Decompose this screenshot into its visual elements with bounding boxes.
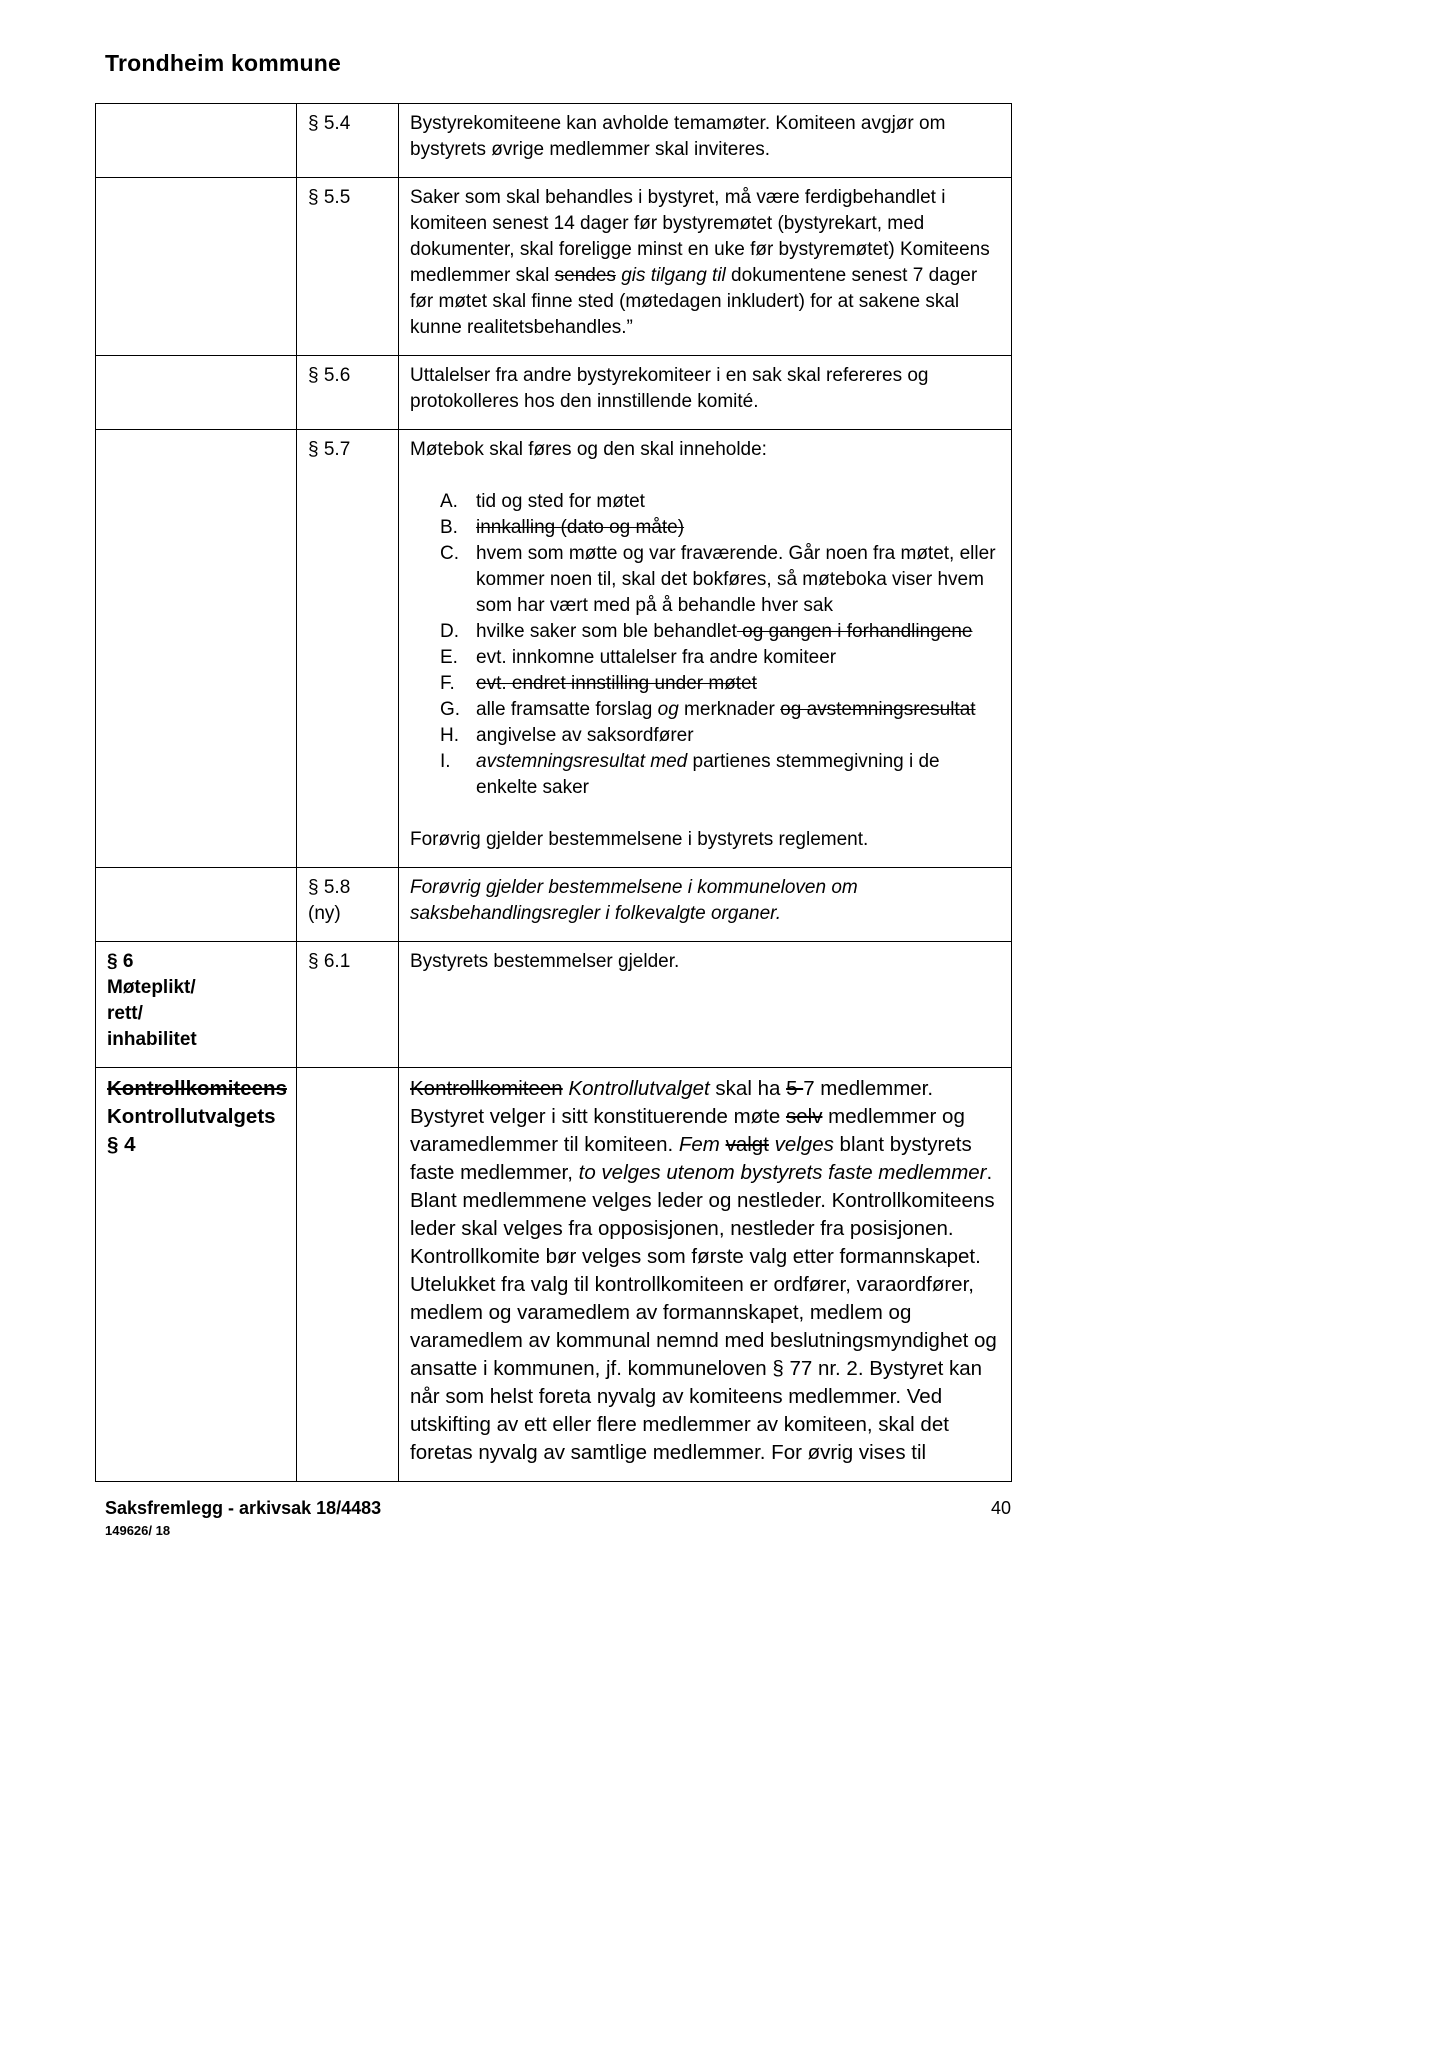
- rule-row: [96, 178, 1012, 356]
- paragraph: [410, 185, 997, 341]
- text-run: skal ha: [709, 1077, 787, 1100]
- list-item: [410, 515, 997, 541]
- paragraph-ref-cell: § 5.8 (ny): [297, 868, 399, 942]
- text-run: § 6: [107, 951, 134, 972]
- text-run: Uttalelser fra andre bystyrekomiteer i en sak skal refereres og protokolleres hos den innstillende komité.: [410, 365, 929, 412]
- text-run: Forøvrig gjelder bestemmelsene i bystyrets reglement.: [410, 829, 869, 850]
- text-run: og: [657, 699, 679, 720]
- section-line: [107, 1027, 282, 1053]
- section-cell: [96, 356, 297, 430]
- paragraph: [410, 1075, 997, 1467]
- rules-table-body: [96, 104, 1012, 1482]
- list-marker: G.: [440, 699, 461, 720]
- text-run: merknader: [678, 699, 781, 720]
- section-cell: [96, 942, 297, 1068]
- content-cell: [399, 356, 1012, 430]
- text-run: hvem som møtte og var fraværende. Går noen fra møtet, eller kommer noen til, skal det bokføres, så møteboka viser hvem som har vært med på å behandle hver sak: [476, 543, 996, 616]
- text-run: Kontrollkomiteen: [410, 1077, 563, 1100]
- text-run: partienes stemmegivning i de enkelte saker: [476, 751, 940, 798]
- text-run: Kontrollkomiteens: [107, 1077, 287, 1100]
- text-run: Bystyrets bestemmelser gjelder.: [410, 951, 680, 972]
- text-run: 7 medlemmer. Bystyret velger i sitt konstituerende møte: [410, 1077, 934, 1128]
- section-cell: [96, 104, 297, 178]
- text-run: . Blant medlemmene velges leder og nestleder. Kontrollkomiteens leder skal velges fra opposisjonen, nestleder fra posisjonen. Kontrollkomite bør velges som første valg etter formannskapet. Utelukket fra valg til kontrollkomiteen er ordfører, varaordfører, medlem og varamedlem av formannskapet, medlem og varamedlem av kommunal nemnd med beslutningsmyndighet og ansatte i kommunen, jf. kommuneloven § 77 nr. 2. Bystyret kan når som helst foreta nyvalg av komiteens medlemmer. Ved utskifting av ett eller flere medlemmer av komiteen, skal det foretas nyvalg av samtlige medlemmer. For øvrig vises til: [410, 1161, 997, 1464]
- footer-page-number: 40: [990, 1498, 1011, 1518]
- section-cell: [96, 1068, 297, 1482]
- list-text: [476, 541, 997, 619]
- text-run: alle framsatte forslag: [476, 699, 658, 720]
- text-run: velges: [774, 1133, 834, 1156]
- list-item: [410, 723, 997, 749]
- section-cell: [96, 430, 297, 868]
- text-run: § 4: [107, 1133, 136, 1156]
- content-cell: [399, 430, 1012, 868]
- list-item: [410, 489, 997, 515]
- list-marker: F.: [440, 673, 455, 694]
- list-text: [476, 489, 997, 515]
- paragraph: [410, 437, 997, 463]
- text-run: evt. endret innstilling under møtet: [476, 673, 757, 694]
- rule-row: [96, 430, 1012, 868]
- text-run: Kontrollutvalget: [568, 1077, 710, 1100]
- list-marker: D.: [440, 621, 459, 642]
- rule-row: [96, 868, 1012, 942]
- list-marker: B.: [440, 517, 458, 538]
- section-line: [107, 1131, 282, 1159]
- rule-row: [96, 356, 1012, 430]
- text-run: to velges utenom bystyrets faste medlemmer: [578, 1161, 987, 1184]
- list-item: [410, 749, 997, 801]
- content-cell: [399, 868, 1012, 942]
- section-line: [107, 1075, 287, 1103]
- list-marker: E.: [440, 647, 458, 668]
- section-line: [107, 975, 282, 1001]
- text-run: og gangen i forhandlingene: [736, 621, 973, 642]
- list-marker: A.: [440, 491, 458, 512]
- text-run: inhabilitet: [107, 1029, 197, 1050]
- list-text: [476, 619, 997, 645]
- page-footer: [105, 1498, 1011, 1538]
- text-run: hvilke saker som ble behandlet: [476, 621, 737, 642]
- text-run: Forøvrig gjelder bestemmelsene i kommuneloven om saksbehandlingsregler i folkevalgte organer.: [410, 877, 858, 924]
- rule-row: [96, 1068, 1012, 1482]
- list-text: [476, 697, 997, 723]
- text-run: medlemmer og varamedlemmer til komiteen.: [410, 1105, 965, 1156]
- text-run: gis tilgang til: [621, 265, 726, 286]
- list-text: [476, 515, 997, 541]
- list-item: [410, 671, 997, 697]
- rule-row: [96, 942, 1012, 1068]
- list-text: [476, 671, 997, 697]
- content-cell: [399, 178, 1012, 356]
- text-run: Saker som skal behandles i bystyret, må være ferdigbehandlet i komiteen senest 14 dager før bystyremøtet (bystyrekart, med dokumenter, skal foreligge minst en uke før bystyremøtet) Komiteens medlemmer skal: [410, 187, 990, 286]
- paragraph-ref-cell: [297, 1068, 399, 1482]
- text-run: angivelse av saksordfører: [476, 725, 694, 746]
- list-marker: H.: [440, 725, 459, 746]
- footer-row: [105, 1498, 1011, 1538]
- text-run: Møtebok skal føres og den skal inneholde:: [410, 439, 767, 460]
- text-run: Bystyrekomiteene kan avholde temamøter. Komiteen avgjør om bystyrets øvrige medlemmer skal inviteres.: [410, 113, 946, 160]
- text-run: dokumentene senest 7 dager før møtet skal finne sted (møtedagen inkludert) for at sakene skal kunne realitetsbehandles.”: [410, 265, 978, 338]
- list-item: [410, 541, 997, 619]
- list-marker: C.: [440, 543, 459, 564]
- list-text: [476, 749, 997, 801]
- list-item: [410, 619, 997, 645]
- paragraph: [410, 949, 997, 975]
- text-run: Fem: [678, 1133, 720, 1156]
- paragraph-ref-cell: § 5.4: [297, 104, 399, 178]
- list-item: [410, 697, 997, 723]
- section-cell: [96, 868, 297, 942]
- content-cell: [399, 104, 1012, 178]
- section-line: [107, 949, 282, 975]
- paragraph-ref-cell: § 5.6: [297, 356, 399, 430]
- rule-row: [96, 104, 1012, 178]
- content-cell: [399, 942, 1012, 1068]
- list-text: [476, 723, 997, 749]
- footer-case-number: 149626/ 18: [105, 1523, 171, 1538]
- list-text: [476, 645, 997, 671]
- text-run: tid og sted for møtet: [476, 491, 645, 512]
- text-run: innkalling (dato og måte): [476, 517, 685, 538]
- paragraph-ref-cell: § 5.7: [297, 430, 399, 868]
- section-line: [107, 1001, 282, 1027]
- content-cell: [399, 1068, 1012, 1482]
- text-run: evt. innkomne uttalelser fra andre komiteer: [476, 647, 837, 668]
- text-run: Møteplikt/: [107, 977, 196, 998]
- document-title: Trondheim kommune: [105, 50, 341, 76]
- paragraph-ref-cell: § 5.5: [297, 178, 399, 356]
- text-run: 5: [786, 1077, 804, 1100]
- text-run: Kontrollutvalgets: [107, 1105, 276, 1128]
- section-cell: [96, 178, 297, 356]
- text-run: blant bystyrets faste medlemmer,: [410, 1133, 972, 1184]
- text-run: valgt: [725, 1133, 769, 1156]
- footer-doc-ref: Saksfremlegg - arkivsak 18/4483: [105, 1498, 382, 1518]
- section-line: [107, 1103, 282, 1131]
- letter-list: [410, 489, 997, 801]
- footer-left: [105, 1498, 381, 1538]
- text-run: sendes: [554, 265, 616, 286]
- text-run: selv: [785, 1105, 823, 1128]
- paragraph-ref-cell: § 6.1: [297, 942, 399, 1068]
- regulations-table: [95, 103, 1012, 1482]
- text-run: og avstemningsresultat: [780, 699, 976, 720]
- paragraph: [410, 111, 997, 163]
- text-run: rett/: [107, 1003, 143, 1024]
- paragraph: [410, 875, 997, 927]
- text-run: avstemningsresultat med: [476, 751, 688, 772]
- paragraph: [410, 363, 997, 415]
- list-item: [410, 645, 997, 671]
- paragraph: [410, 827, 997, 853]
- list-marker: I.: [440, 751, 451, 772]
